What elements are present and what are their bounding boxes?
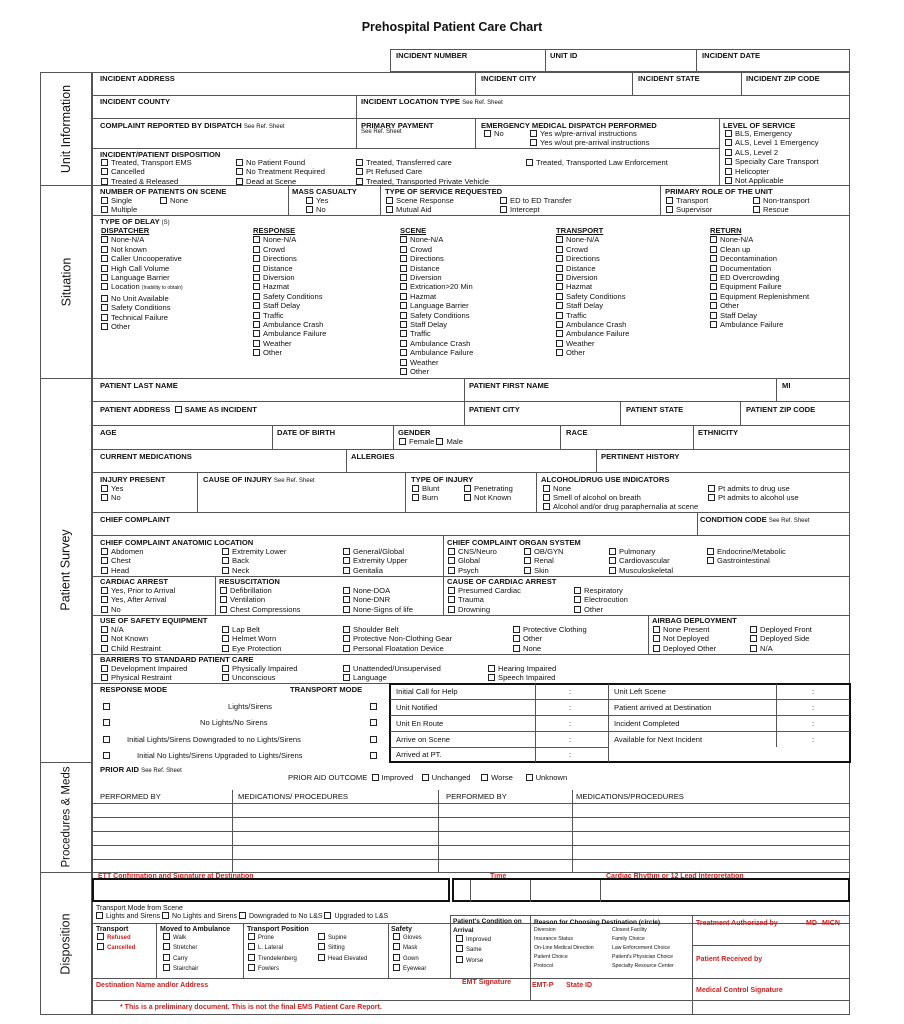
unit-id-label: UNIT ID — [550, 51, 578, 60]
primary-role-label: PRIMARY ROLE OF THE UNIT — [665, 187, 773, 196]
transport-mode-label: TRANSPORT MODE — [290, 685, 363, 694]
emd-yes-wo-checkbox[interactable]: Yes w/out pre-arrival instructions — [530, 138, 649, 147]
airbag-label: AIRBAG DEPLOYMENT — [652, 616, 737, 625]
delay-return: RETURN None-N/A Clean up Decontamination Documentation ED Overcrowding Equipment Failure Equipment Replenishment Other Staff Delay Ambulance Failure — [710, 226, 810, 330]
ethnicity-label: ETHNICITY — [698, 428, 739, 437]
type-of-delay-label: TYPE OF DELAY (S) — [100, 217, 170, 226]
emd-no-checkbox[interactable]: No — [484, 129, 504, 138]
page-title: Prehospital Patient Care Chart — [361, 20, 543, 34]
anatomic-location-label: CHIEF COMPLAINT ANATOMIC LOCATION — [100, 538, 254, 547]
disposition-col-3: Treated, Transferred care Pt Refused Care Treated, Transported Private Vehicle — [356, 158, 489, 186]
incident-city-label: INCIDENT CITY — [481, 74, 537, 83]
dob-label: DATE OF BIRTH — [277, 428, 336, 437]
level-of-service-options: BLS, Emergency ALS, Level 1 Emergency ALS, Level 2 Specialty Care Transport Helicopter Not Applicable — [725, 129, 819, 185]
location-type-label: INCIDENT LOCATION TYPE See Ref. Sheet — [361, 97, 503, 106]
section-disposition: Disposition — [59, 912, 74, 975]
current-medications-label: CURRENT MEDICATIONS — [100, 452, 192, 461]
primary-payment-label: PRIMARY PAYMENT — [361, 121, 434, 130]
incident-zip-label: INCIDENT ZIP CODE — [746, 74, 820, 83]
ett-confirmation-label: ETT Confirmation and Signature at Destination — [98, 873, 254, 880]
delay-scene: SCENE None-N/A Crowd Directions Distance Diversion Extrication>20 Min Hazmat Language Barrier Safety Conditions Staff Delay Traffic Ambulance Crash Ambulance Failure Weather Other — [400, 226, 474, 377]
incident-state-label: INCIDENT STATE — [638, 74, 700, 83]
disposition-law-enforcement[interactable]: Treated, Transported Law Enforcement — [526, 158, 668, 167]
race-label: RACE — [566, 428, 588, 437]
incident-date-label: INCIDENT DATE — [702, 51, 761, 60]
cause-cardiac-arrest-label: CAUSE OF CARDIAC ARREST — [447, 577, 557, 586]
injury-present-label: INJURY PRESENT — [100, 475, 166, 484]
delay-dispatcher: DISPATCHER None-N/A Not known Caller Uncooperative High Call Volume Language Barrier Location (Inability to obtain) No Unit Available Safety Conditions Technical Failure Other — [101, 226, 183, 332]
num-patients-label: NUMBER OF PATIENTS ON SCENE — [100, 187, 227, 196]
cause-of-injury-label: CAUSE OF INJURY See Ref. Sheet — [203, 475, 315, 484]
medications-header: MEDICATIONS/ PROCEDURES — [238, 792, 348, 801]
cardiac-arrest-label: CARDIAC ARREST — [100, 577, 169, 586]
mi-label: MI — [782, 381, 791, 390]
section-patient-survey: Patient Survey — [59, 529, 74, 611]
pertinent-history-label: PERTINENT HISTORY — [601, 452, 680, 461]
resuscitation-label: RESUSCITATION — [219, 577, 280, 586]
barriers-label: BARRIERS TO STANDARD PATIENT CARE — [100, 655, 254, 664]
section-unit-information: Unit Information — [59, 84, 74, 173]
emt-signature-label: EMT Signature — [462, 979, 512, 986]
patient-received-label: Patient Received by — [696, 956, 763, 963]
disposition-col-1: Treated, Transport EMS Cancelled Treated & Released — [101, 158, 192, 186]
alcohol-drug-label: ALCOHOL/DRUG USE INDICATORS — [541, 475, 670, 484]
level-of-service-label: LEVEL OF SERVICE — [723, 121, 796, 130]
type-of-injury-label: TYPE OF INJURY — [411, 475, 474, 484]
incident-county-label: INCIDENT COUNTY — [100, 97, 171, 106]
transport-mode-options: Lights and Sirens No Lights and Sirens Downgraded to No L&S Upgraded to L&S — [96, 912, 388, 921]
medical-control-signature-label: Medical Control Signature — [696, 987, 783, 994]
condition-code-label: CONDITION CODE See Ref. Sheet — [700, 515, 810, 524]
disposition-label: INCIDENT/PATIENT DISPOSITION — [100, 150, 221, 159]
prior-aid-label: PRIOR AID See Ref. Sheet — [100, 765, 182, 774]
disposition-col-2: No Patient Found No Treatment Required Dead at Scene — [236, 158, 325, 186]
state-id-label: State ID — [566, 982, 593, 989]
cardiac-rhythm-label: Cardiac Rhythm or 12 Lead Interpretation — [606, 873, 744, 880]
incident-number-label: INCIDENT NUMBER — [396, 51, 468, 60]
service-requested-label: TYPE OF SERVICE REQUESTED — [385, 187, 503, 196]
patient-last-name-label: PATIENT LAST NAME — [100, 381, 178, 390]
section-procedures: Procedures & Meds — [60, 766, 72, 868]
allergies-label: ALLERGIES — [351, 452, 395, 461]
gender-options[interactable]: Female Male — [399, 437, 463, 446]
safety-equipment-label: USE OF SAFETY EQUIPMENT — [100, 616, 208, 625]
patient-address-label: PATIENT ADDRESS SAME AS INCIDENT — [100, 405, 257, 414]
patient-city-label: PATIENT CITY — [469, 405, 520, 414]
emd-yes-pre-checkbox[interactable]: Yes w/pre-arrival instructions — [530, 129, 637, 138]
emt-p-label: EMT-P — [532, 982, 554, 989]
complaint-dispatch-label: COMPLAINT REPORTED BY DISPATCH See Ref. Sheet — [100, 121, 285, 130]
medications-header-2: MEDICATIONS/PROCEDURES — [576, 792, 684, 801]
section-situation: Situation — [59, 257, 73, 306]
preliminary-notice: * This is a preliminary document. This is not the final EMS Patient Care Report. — [120, 1004, 382, 1011]
organ-system-label: CHIEF COMPLAINT ORGAN SYSTEM — [447, 538, 581, 547]
response-mode-label: RESPONSE MODE — [100, 685, 168, 694]
time-label: Time — [490, 873, 507, 880]
delay-response: RESPONSE None-N/A Crowd Directions Distance Diversion Hazmat Safety Conditions Staff Delay Traffic Ambulance Crash Ambulance Failure Weather Other — [253, 226, 327, 358]
mass-casualty-label: MASS CASUALTY — [292, 187, 357, 196]
chief-complaint-label: CHIEF COMPLAINT — [100, 515, 171, 524]
age-label: AGE — [100, 428, 117, 437]
treatment-authorized-label: Treatment Authorized by — [696, 920, 778, 927]
emd-label: EMERGENCY MEDICAL DISPATCH PERFORMED — [481, 121, 657, 130]
delay-transport: TRANSPORT None-N/A Crowd Directions Distance Diversion Hazmat Safety Conditions Staff Delay Traffic Ambulance Crash Ambulance Failure Weather Other — [556, 226, 630, 358]
patient-zip-label: PATIENT ZIP CODE — [746, 405, 816, 414]
patient-first-name-label: PATIENT FIRST NAME — [469, 381, 549, 390]
prior-aid-outcome: PRIOR AID OUTCOME Improved Unchanged Worse Unknown — [288, 773, 568, 782]
performed-by-header-2: PERFORMED BY — [446, 792, 507, 801]
patient-state-label: PATIENT STATE — [626, 405, 684, 414]
performed-by-header: PERFORMED BY — [100, 792, 161, 801]
transport-mode-scene-label: Transport Mode from Scene — [96, 905, 183, 912]
destination-label: Destination Name and/or Address — [96, 982, 209, 989]
incident-address-label: INCIDENT ADDRESS — [100, 74, 175, 83]
gender-label: GENDER — [398, 428, 431, 437]
